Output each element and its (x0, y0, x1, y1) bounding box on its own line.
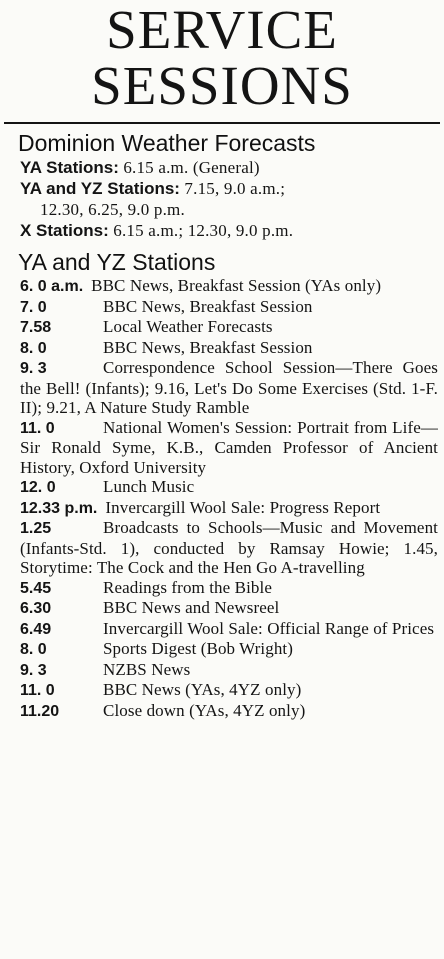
schedule-entry (20, 477, 438, 498)
weather-label: YA Stations: (20, 158, 119, 177)
schedule-entry (20, 498, 438, 519)
schedule-heading: YA and YZ Stations (18, 249, 216, 275)
entry-programme: Lunch Music (103, 477, 195, 496)
entry-programme: BBC News, Breakfast Session (YAs only) (91, 276, 382, 295)
entry-time: 11. 0 (20, 419, 55, 437)
schedule-entry (20, 701, 438, 722)
weather-line-ya-yz (20, 178, 438, 220)
entry-programme: BBC News, Breakfast Session (103, 337, 313, 357)
schedule-entry (20, 639, 438, 660)
entry-time: 12. 0 (20, 479, 56, 496)
weather-times: 6.15 a.m.; 12.30, 9.0 p.m. (108, 221, 294, 240)
entry-programme: BBC News and Newsreel (103, 598, 280, 617)
weather-times-continued: 12.30, 6.25, 9.0 p.m. (40, 200, 185, 219)
entry-programme: NZBS News (103, 659, 191, 679)
entry-time: 9. 3 (20, 360, 47, 377)
weather-list (0, 157, 444, 241)
schedule-list (0, 276, 444, 721)
entry-time: 6.49 (20, 620, 52, 638)
schedule-entry (20, 619, 438, 640)
entry-time: 6.30 (20, 600, 52, 617)
entry-programme: Local Weather Forecasts (103, 317, 273, 336)
schedule-entry (20, 598, 438, 619)
schedule-entry (20, 578, 438, 599)
entry-programme: Close down (YAs, 4YZ only) (103, 700, 306, 720)
entry-time: 12.33 p.m. (20, 499, 98, 517)
entry-time: 9. 3 (20, 661, 47, 679)
entry-programme: Invercargill Wool Sale: Progress Report (105, 497, 381, 517)
entry-programme: Broadcasts to Schools—Music and Movement (Infants-Std. 1), conducted by Ramsay Howie; 1.45, Storytime: The Cock and the Hen Go A-travelling (20, 518, 438, 577)
entry-time: 8. 0 (20, 339, 47, 357)
schedule-entry (20, 660, 438, 681)
weather-line-x (20, 220, 438, 241)
masthead (0, 0, 444, 114)
entry-time: 11.20 (20, 702, 60, 720)
entry-programme: National Women's Session: Portrait from Life—Sir Ronald Syme, K.B., Camden Professor of Ancient History, Oxford University (20, 417, 438, 477)
schedule-entry (20, 358, 438, 418)
entry-programme: Readings from the Bible (103, 577, 272, 597)
masthead-line-2: SESSIONS (91, 55, 353, 116)
entry-time: 7.58 (20, 319, 52, 336)
entry-programme: Sports Digest (Bob Wright) (103, 639, 294, 658)
weather-heading: Dominion Weather Forecasts (18, 130, 316, 156)
entry-time: 8. 0 (20, 641, 47, 658)
masthead-line-1: SERVICE (106, 0, 338, 60)
entry-time: 6. 0 a.m. (20, 278, 84, 295)
schedule-entry (20, 418, 438, 478)
schedule-entry (20, 338, 438, 359)
weather-times: 6.15 a.m. (General) (118, 158, 260, 177)
entry-time: 11. 0 (20, 682, 55, 699)
weather-label: X Stations: (20, 221, 109, 240)
schedule-entry (20, 518, 438, 578)
weather-times: 7.15, 9.0 a.m.; (179, 179, 286, 198)
schedule-entry (20, 276, 438, 297)
entry-time: 5.45 (20, 579, 52, 597)
schedule-entry (20, 317, 438, 338)
entry-programme: Correspondence School Session—There Goes the Bell! (Infants); 9.16, Let's Do Some Exercises (Std. 1-F. II); 9.21, A Nature Study Ramble (20, 358, 438, 417)
entry-time: 1.25 (20, 520, 52, 537)
header-rule (4, 122, 440, 124)
entry-programme: Invercargill Wool Sale: Official Range of Prices (103, 618, 435, 638)
entry-time: 7. 0 (20, 298, 47, 316)
entry-programme: BBC News (YAs, 4YZ only) (103, 680, 302, 699)
schedule-entry (20, 680, 438, 701)
schedule-entry (20, 297, 438, 318)
weather-line-ya (20, 157, 438, 178)
entry-programme: BBC News, Breakfast Session (103, 296, 313, 316)
weather-label: YA and YZ Stations: (20, 179, 180, 198)
